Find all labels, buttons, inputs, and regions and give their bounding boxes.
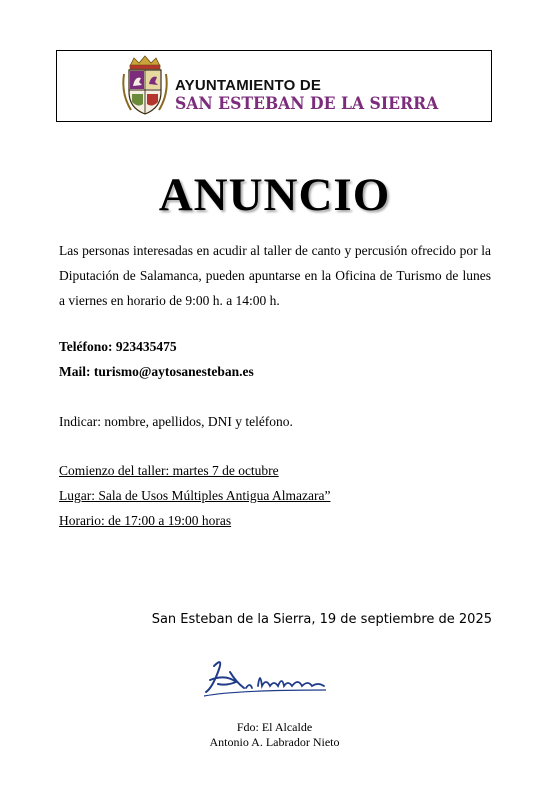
signer-name: Antonio A. Labrador Nieto bbox=[209, 735, 340, 749]
workshop-schedule-line: Horario: de 17:00 a 19:00 horas bbox=[59, 513, 232, 528]
place-date-line: San Esteban de la Sierra, 19 de septiembre de 2025 bbox=[151, 612, 492, 627]
org-name-line1: AYUNTAMIENTO DE bbox=[175, 77, 322, 94]
signature-icon bbox=[196, 652, 346, 704]
coat-of-arms-icon bbox=[121, 54, 169, 118]
org-name-line2: SAN ESTEBAN DE LA SIERRA bbox=[175, 94, 439, 114]
email-line: Mail: turismo@aytosanesteban.es bbox=[59, 364, 254, 379]
phone-line: Teléfono: 923435475 bbox=[59, 339, 177, 354]
workshop-place-line: Lugar: Sala de Usos Múltiples Antigua Almazara” bbox=[59, 488, 331, 503]
signed-by: Fdo: El Alcalde bbox=[236, 720, 313, 734]
letterhead bbox=[56, 50, 492, 122]
instructions-line: Indicar: nombre, apellidos, DNI y teléfono. bbox=[59, 414, 293, 429]
page-title: ANUNCIO bbox=[158, 169, 391, 221]
announcement-body: Las personas interesadas en acudir al taller de canto y percusión ofrecido por la Diputación de Salamanca, pueden apuntarse en la Oficina de Turismo de lunes a viernes en horario de 9:00 h. a 14:00 h. bbox=[59, 243, 491, 308]
workshop-start-line: Comienzo del taller: martes 7 de octubre bbox=[59, 463, 279, 478]
